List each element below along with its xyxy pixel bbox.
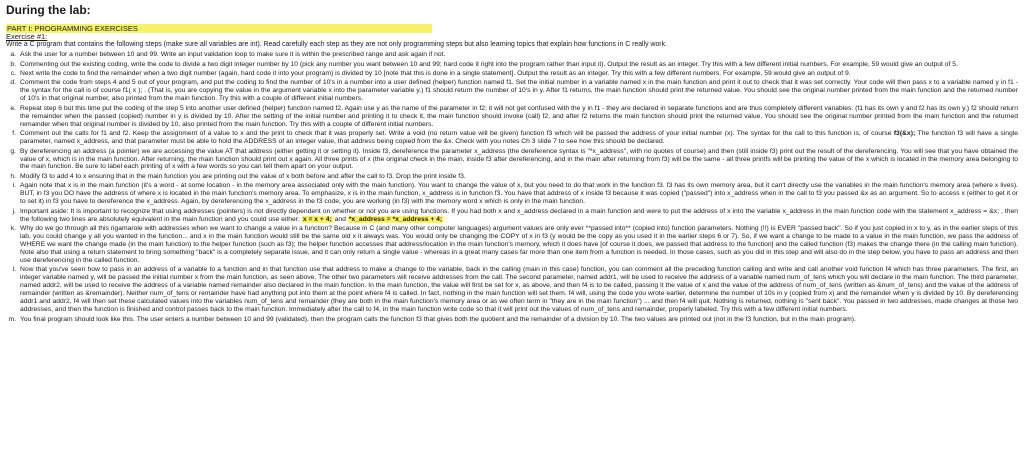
exercise-title: Exercise #1: [6, 32, 48, 41]
highlighted-code: *x_address = *x_address + 4; [348, 215, 443, 223]
item-text: Commenting out the existing coding, write the code to divide a two digit integer number by 10 (pick any number you want between 10 and 99; hard code it right into the program rather than input it). Output the result as an integer. Try this with a few different initial numbers. For example, 59 would give an output of 5. [20, 60, 958, 68]
list-item [6, 316, 1018, 324]
list-item [6, 51, 1018, 59]
list-item [6, 61, 1018, 69]
item-label: j. [12, 207, 16, 215]
item-text [20, 208, 1018, 224]
item-label: e. [10, 104, 16, 112]
item-label: c. [10, 70, 16, 77]
list-item [6, 79, 1018, 103]
item-label: l. [12, 266, 16, 274]
item-text: Again note that x is in the main function (it's a word - at some location - in the memory area associated only with the main function). You want to change the value of x, but you need to do that work in the function f3. f3 has its own memory area, but it can't directly use the variables in the main function's memory area (where x lives). BUT, in f3 you DO have the address of where x is located in the main function's memory area. To emphasize, x is in the main function, x_address is in function f3. You have that address of x inside f3 because it was copied ("passed") into x_address when in the call to f3 you passed &x as an argument. So to access x (either to get it or to set it) in f3 you have to dereference the x_address. Again, by dereferencing the x_address in the f3 code, you are working (in f3) with the memory word x which is only in the main function. [20, 182, 1018, 206]
item-label: d. [10, 79, 16, 87]
item-text: You final program should look like this. The user enters a number between 10 and 99 (validated), then the program calls the function f3 that gives both the quotient and the remainder of a division by 10. The two values are printed out (not in the f3 function, but in the main program). [20, 315, 856, 323]
highlighted-code: x = x + 4; [302, 215, 332, 223]
item-text-part: Important aside: It is important to recognize that using addresses (pointers) is not directly dependent on whether or not you are using functions. If you had both x and x_address declared in a main function and were to put the address of x into the variable x_address in the main function code with the statement x_address = &x; , then the following two lines are absolutely equivalent in the main function and you could use either: [20, 207, 1018, 223]
item-label: b. [10, 60, 16, 68]
list-item [6, 148, 1018, 172]
item-label: a. [10, 51, 16, 59]
item-text-part: The function f3 will have a single parameter, named x_address, and that parameter must be able to hold the ADDRESS of an integer value, that address being copied from the &x. Check with you notes Ch 3 slide 7 to see how this should be declared. [20, 130, 1018, 146]
list-item [6, 173, 1018, 181]
item-text: Ask the user for a number between 10 and 99. Write an input validation loop to make sure it is within the prescribed range and ask again if not. [20, 51, 446, 59]
item-label: i. [12, 182, 16, 190]
item-text-part: Comment out the calls for f1 and f2. Keep the assignment of a value to x and the print to check that it was properly set. Write a void (no return value will be given) function f3 which will be passed the address of your initial number (x). The syntax for the call to this function is, of course [20, 130, 894, 138]
list-item [6, 105, 1018, 129]
part-title: PART I: PROGRAMMING EXERCISES [6, 24, 432, 33]
item-text-part: and [332, 215, 348, 223]
item-text [20, 130, 1018, 146]
item-label: h. [10, 172, 16, 180]
list-item [6, 70, 1018, 78]
item-text: Why do we go through all this rigamarole with addresses when we want to change a value in a function? Because in C (and many other computer languages) argument values are only ever **passed into** (copied into) function parameters. Nothing (!!) is EVER "passed back". So if you just copied in x to y, as in the earlier steps of this lab, you could change y all you wanted in the function... and x in the main function would still be the same old x it always was. You would only be changing the COPY of x in f3 (y would be the copy as you used it in the earlier steps 6 or 7). So, if we want a change to be made to a value in the main function, we pass the address of WHERE we want the change made (in the main function) to the helper function (such as f3); the helper function accesses that address/location in the main function's memory, which it does have [of course it does, we passed that address to the function] and the called function (f3) makes the change there (in the calling main function). Note also that using a return statement to bring something "back" is a completely separate issue, and it can only return a single value - whereas in a great many cases far more than one item from a function is needed. In those cases, such as you did in this step and will also do in the step below, you have to pass an address and then use dereferencing in the called function. [20, 225, 1018, 264]
item-text: Comment the code from steps 4 and 5 out of your program, and put the coding to find the number of 10's in a number into a user defined (helper) function named f1. Set the initial number in a variable named x in the main function and print it out to check that it was set correctly. Your code will then pass x to a variable named y in f1 - the syntax for the call is of course f1( x ); . (That is, you are copying the value in the argument variable x into the parameter variable y.) f1 should return the number of 10's in y. After f1 returns, the main function should print the returned value. You should see the original number printed from the main function and the returned number of 10's in that original number, also printed from the main function. Try this with a couple of different initial numbers. [20, 79, 1018, 103]
item-text: Repeat step 6 but this time put the coding of the step 5 into another user defined (helper) function named f2. Again use y as the name of the parameter in f2; it will not get confused with the y in f1 - they are declared in separate functions and are thus completely different variables. (f1 has its own y and f2 has its own y.) f2 should return the remainder when the passed (copied) number in y is divided by 10. After the setting of the initial number and printing it to check it, the main function should invoke (call) f2, and after f2 returns the main function should print the returned value. You should see the original number printed from the main function and the returned remainder when that original number is divided by 10, also printed from the main function. Try this with a couple of different initial numbers. [20, 104, 1018, 128]
exercise-intro: Write a C program that contains the following steps (make sure all variables are int). Read carefully each step as they are not only programming steps but also learning topics that explain how functions in C really work. [6, 41, 667, 48]
page-heading: During the lab: [6, 3, 91, 17]
list-item [6, 208, 1018, 224]
item-label: m. [8, 315, 16, 323]
list-item [6, 182, 1018, 206]
item-text: Now that you've seen how to pass in an address of a variable to a function and in that function use that address to make a change to the variable, back in the calling (main in this case) function, you can comment all the preceding function calling and write and call another void function f4 which has three parameters. The first, an integer variable named y, will be passed the initial number x from the main function, as seen above. The other two parameters will receive addresses from the call. The second parameter, named addr1, will be used to receive the address of a variable named num_of_tens which you will declare in the main function. The third parameter, named addr2, will be used to receive the address of a variable named remainder also declared in the main function. In the main function, the value will first be set for x, as above, and then f4 is to be called, passing it the value of x and the value of the address of num_of_tens (written as &num_of_tens) and the value of the address of remainder (written as &remainder). Neither num_of_tens or remainder have had anything put into them at the point where f4 is called. In fact, nothing in the main function will set them. f4 will, using the code you wrote earlier, determine the number of 10s in y (copied from x) and the remainder when y is divided by 10. By dereferencing addr1 and addr2, f4 will then set these calculated values into the variables num_of_tens and remainder (they are both in the main function's memory area or as we often term in "they are in the main function") ... and then f4 will quit. Nothing is returned, nothing is "sent back". You passed in two addresses, made changes at those two addresses, and then the function is finished and control passes back to the main function. Immediately after the call to f4, in the main function write code so that it will print out the values of num_of_tens and remainder, properly labeled. Try this with a few different initial numbers. [20, 266, 1018, 314]
list-item [6, 130, 1018, 146]
list-item [6, 266, 1018, 314]
steps-list [6, 51, 1018, 324]
item-text: Next write the code to find the remainder when a two digit number (again, hard code it into your program) is divided by 10 [note that this is done in a single statement]. Output the result as an integer. Try this with a few different numbers. For example, 59 would give an output of 9. [20, 70, 851, 77]
item-text: By dereferencing an address (a pointer) we are accessing the value AT that address (either getting it or setting it). Inside f3, dereference the parameter x_address (the dereference syntax is "*x_address", with no quotes of course) and then (still inside f3) print out the result of the dereferencing. You will see that you have obtained the value of x, which is in the main function. After returning, the main function should print out x again. All three prints of x (the original check in the main, inside f3 after dereferencing, and in the main after returning from f3) will be the same - all three printfs will be printing the value of the x which is located in the memory area belonging to the main function. Be sure to label each printing of x with a few words so you can tell them apart on your output. [20, 147, 1018, 171]
item-label: k. [10, 225, 16, 233]
list-item [6, 225, 1018, 265]
inline-code: f3(&x); [893, 130, 916, 138]
item-label: g. [10, 147, 16, 155]
item-text: Modify f3 to add 4 to x ensuring that in the main function you are printing out the value of x both before and after the call to f3. Drop the print inside f3. [20, 172, 466, 180]
item-label: f. [12, 130, 16, 138]
